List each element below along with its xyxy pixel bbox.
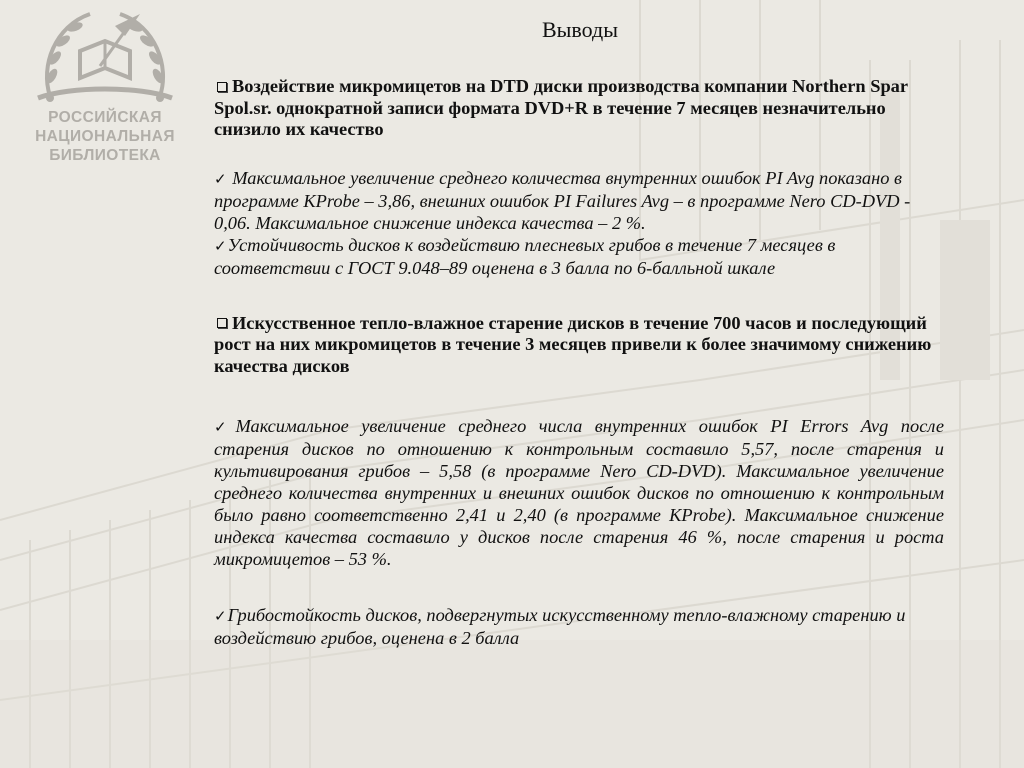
logo-text <box>14 108 196 165</box>
section1-item-1-text: Максимальное увеличение среднего количества внутренних ошибок PI Avg показано в программе KProbe – 3,86, внешних ошибок PI Failures Avg – в программе Nero CD-DVD - 0,06. Максимальное снижение индекса качества – 2 %. <box>214 167 911 233</box>
section2-item-1 <box>214 415 944 570</box>
section1-item-2-text: Устойчивость дисков к воздействию плесневых грибов в течение 7 месяцев в соответствии с ГОСТ 9.048–89 оценена в 3 балла по 6-балльной шкале <box>214 234 836 278</box>
section1-item-1 <box>214 167 944 234</box>
logo-line-3: БИБЛИОТЕКА <box>49 147 161 164</box>
section1-heading <box>214 76 944 141</box>
checkmark-icon: ✓ <box>214 418 235 436</box>
slide-content <box>214 76 944 649</box>
section1-item-2 <box>214 234 944 279</box>
checkmark-icon: ✓ <box>214 169 227 188</box>
section2-heading-text: Искусственное тепло-влажное старение дисков в течение 700 часов и последующий рост на них микромицетов в течение 3 месяцев привели к более значимому снижению качества дисков <box>214 312 932 376</box>
logo-line-1: РОССИЙСКАЯ <box>48 109 162 126</box>
section2-item-1-text: Максимальное увеличение среднего числа внутренних ошибок PI Errors Avg после старения дисков по отношению к контрольным составило 5,57, после старения и культивирования грибов – 5,58 (в программе Nero CD-DVD). Максимальное увеличение среднего количества внутренних и внешних ошибок дисков по отношению к контрольным было равно соответственно 2,41 и 2,40 (в программе KProbe). Максимальное снижение индекса качества составило у дисков после старения 46 %, после старения и роста микромицетов – 53 %. <box>214 416 944 569</box>
section1-heading-text: Воздействие микромицетов на DTD диски производства компании Northern Spar Spol.sr. однократной записи формата DVD+R в течение 7 месяцев незначительно снизило их качество <box>214 76 908 139</box>
slide-title: Выводы <box>541 17 619 42</box>
square-bullet-icon <box>217 318 227 328</box>
section2-item-2 <box>214 604 944 649</box>
square-bullet-icon <box>217 82 227 92</box>
checkmark-icon: ✓ <box>214 607 227 625</box>
checkmark-icon: ✓ <box>214 236 227 255</box>
section2-item-2-text: Грибостойкость дисков, подвергнутых искусственному тепло-влажному старению и воздействию грибов, оценена в 2 балла <box>214 605 906 648</box>
logo-line-2: НАЦИОНАЛЬНАЯ <box>35 128 175 145</box>
section2-heading <box>214 313 944 378</box>
